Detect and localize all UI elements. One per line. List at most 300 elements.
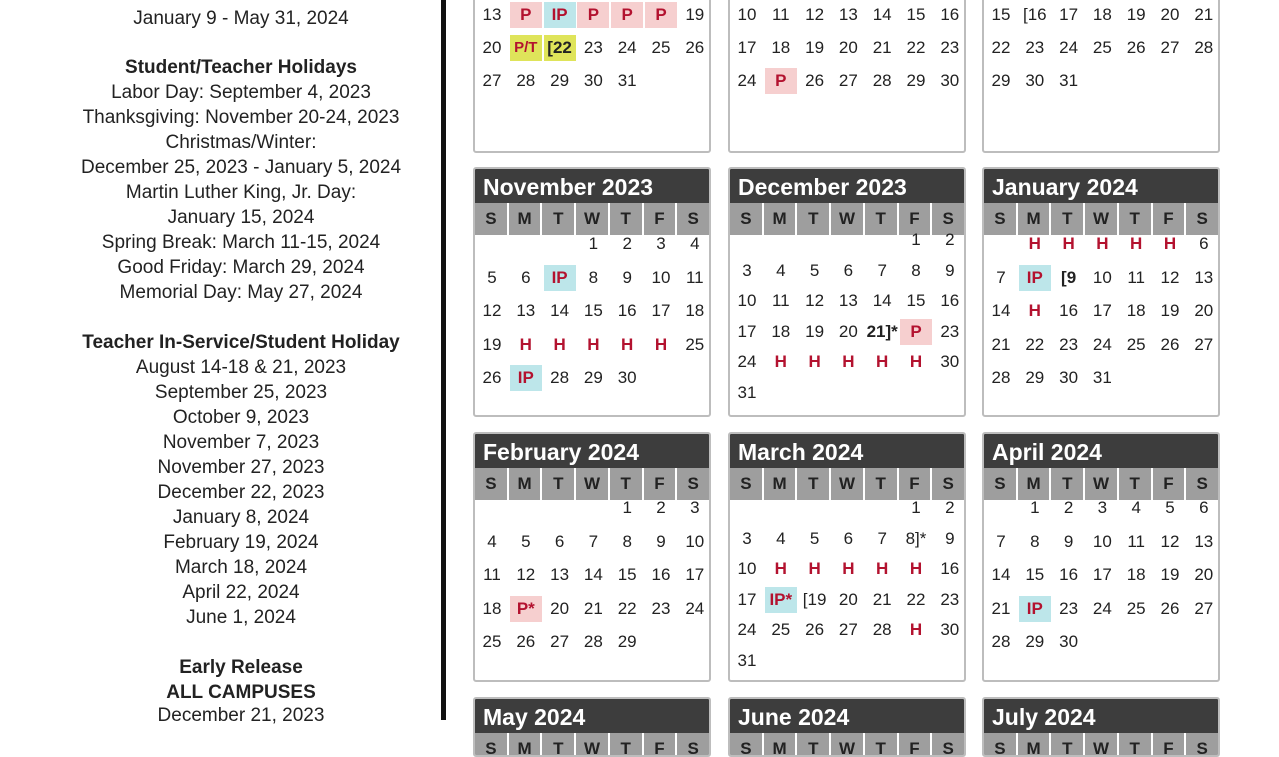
calendar-day: 13 <box>838 5 858 24</box>
calendar-day: 29 <box>1025 632 1045 651</box>
calendar-day: 19 <box>805 38 825 57</box>
weekday-header <box>984 733 1218 757</box>
calendar-day: 7 <box>996 267 1006 287</box>
calendar-day: 12 <box>1160 531 1180 551</box>
weekday-label: T <box>553 739 564 757</box>
calendar-day-marked: H <box>808 352 821 371</box>
calendar-day: 2 <box>622 234 632 253</box>
calendar-day: 17 <box>737 38 757 57</box>
calendar-day: 26 <box>1160 598 1180 618</box>
calendar-day: 16 <box>940 559 960 578</box>
calendar-day: 30 <box>1059 632 1079 651</box>
calendar-day: 26 <box>1126 38 1146 57</box>
weekday-label: M <box>1026 474 1041 493</box>
calendar-day: 6 <box>521 267 531 287</box>
calendar-day: 18 <box>1126 301 1146 320</box>
weekday-label: F <box>654 209 665 228</box>
calendar-day: 14 <box>991 301 1011 320</box>
calendar-day: 3 <box>1097 498 1108 517</box>
weekday-label: S <box>1196 739 1208 757</box>
calendar-day: 21 <box>1194 5 1214 24</box>
calendar-day: 28 <box>872 71 892 90</box>
calendar-day: 18 <box>482 598 502 618</box>
weekday-label: W <box>838 739 856 757</box>
legend-line: January 9 - May 31, 2024 <box>133 8 349 29</box>
calendar-day: 24 <box>1092 334 1112 354</box>
calendar-day-marked: [22 <box>544 35 576 61</box>
weekday-label: M <box>517 739 532 757</box>
calendar-day: 29 <box>550 71 570 90</box>
weekday-label: W <box>838 474 856 493</box>
month-calendar <box>728 0 966 153</box>
calendar-day: 9 <box>945 260 955 280</box>
calendar-day-marked: P <box>900 319 932 345</box>
weekday-header <box>475 733 709 757</box>
calendar-day: 14 <box>872 5 892 24</box>
weekday-label: W <box>838 209 856 228</box>
weekday-label: T <box>620 739 631 757</box>
month-title: July 2024 <box>984 699 1218 733</box>
calendar-day: 2 <box>1063 498 1074 517</box>
legend-line: December 22, 2023 <box>157 482 325 503</box>
calendar-day: 23 <box>940 321 960 341</box>
calendar-day: 6 <box>554 531 565 551</box>
calendar-day: 20 <box>1160 5 1180 24</box>
weekday-label: T <box>1129 739 1140 757</box>
weekday-label: S <box>485 739 497 757</box>
legend-line: August 14-18 & 21, 2023 <box>135 357 347 378</box>
legend-heading: Early Release <box>179 657 303 678</box>
calendar-day: 6 <box>1199 234 1209 253</box>
calendar-day: 26 <box>482 368 502 387</box>
calendar-day: 18 <box>1126 565 1146 584</box>
legend-line: Spring Break: March 11-15, 2024 <box>101 232 381 253</box>
weekday-label: T <box>875 739 886 757</box>
calendar-day: 30 <box>940 620 960 639</box>
calendar-day: 20 <box>482 38 502 57</box>
calendar-day: 30 <box>583 71 603 90</box>
month-calendar <box>473 432 711 682</box>
calendar-day: 16 <box>651 565 671 584</box>
calendar-day: 17 <box>737 321 757 341</box>
calendar-day: 11 <box>483 565 501 584</box>
calendar-day: 9 <box>945 528 955 548</box>
month-title: March 2024 <box>730 434 964 468</box>
calendar-day: 30 <box>1025 71 1045 90</box>
calendar-day-marked: H <box>842 559 855 578</box>
calendar-day: 4 <box>776 528 786 548</box>
legend-line: April 22, 2024 <box>182 582 300 603</box>
month-calendar <box>473 0 711 153</box>
calendar-day: 13 <box>1194 531 1214 551</box>
weekday-label: T <box>875 474 886 493</box>
calendar-day: 4 <box>487 531 497 551</box>
legend-line: November 7, 2023 <box>162 432 320 453</box>
calendar-day: 22 <box>906 38 926 57</box>
calendar-day: 8]* <box>905 528 927 548</box>
calendar-day-marked: H <box>876 352 889 371</box>
calendar-day: 22 <box>906 589 926 609</box>
weekday-label: M <box>1026 739 1041 757</box>
calendar-day-marked: H <box>909 352 923 371</box>
legend-line: November 27, 2023 <box>157 457 325 478</box>
weekday-label: F <box>1163 474 1174 493</box>
calendar-day: 24 <box>1092 598 1112 618</box>
calendar-day: 21 <box>583 598 603 618</box>
calendar-day: 28 <box>550 368 570 387</box>
calendar-day: 24 <box>737 71 757 90</box>
calendar-day: 27 <box>838 620 858 639</box>
calendar-day: 18 <box>771 38 791 57</box>
calendar-day-marked: H <box>1096 234 1109 253</box>
month-title: November 2023 <box>475 169 709 203</box>
calendar-day: 26 <box>805 71 825 90</box>
calendar-day: 28 <box>872 620 892 639</box>
weekday-label: M <box>772 739 787 757</box>
calendar-day: 18 <box>685 301 705 320</box>
weekday-label: F <box>1163 209 1174 228</box>
calendar-day: 8 <box>588 267 599 287</box>
calendar-day: 25 <box>1126 598 1146 618</box>
weekday-label: T <box>1062 474 1073 493</box>
calendar-day: 24 <box>737 352 757 371</box>
weekday-label: S <box>942 739 954 757</box>
calendar-day: 23 <box>940 38 960 57</box>
calendar-day-marked: IP* <box>765 587 797 613</box>
calendar-day: 12 <box>1160 267 1180 287</box>
weekday-label: T <box>808 474 819 493</box>
weekday-label: F <box>909 739 920 757</box>
weekday-label: W <box>583 739 601 757</box>
calendar-day: 24 <box>617 38 637 57</box>
legend-line: June 1, 2024 <box>186 607 296 628</box>
calendar-day: 22 <box>1025 334 1045 354</box>
weekday-label: M <box>517 474 532 493</box>
calendar-day: 3 <box>742 528 752 548</box>
calendar-day-marked: IP <box>544 265 576 291</box>
calendar-day: 27 <box>482 71 502 90</box>
month-calendar <box>473 167 711 417</box>
calendar-day-marked: IP <box>1019 265 1051 291</box>
weekday-label: T <box>620 474 631 493</box>
weekday-label: S <box>994 474 1006 493</box>
calendar-day: 15 <box>1025 565 1045 584</box>
calendar-day: 29 <box>906 71 926 90</box>
weekday-label: S <box>942 474 954 493</box>
calendar-day: 16 <box>1059 301 1079 320</box>
calendar-day: 28 <box>991 632 1011 651</box>
calendar-day: 17 <box>1092 565 1112 584</box>
calendar-day: 16 <box>940 291 960 310</box>
calendar-day-marked: H <box>519 334 532 354</box>
weekday-label: T <box>620 209 631 228</box>
calendar-day-marked: P <box>577 2 609 28</box>
calendar-day: 26 <box>1160 334 1180 354</box>
calendar-day-marked: H <box>876 559 889 578</box>
calendar-day: 10 <box>737 5 757 24</box>
calendar-day: 3 <box>656 234 666 253</box>
calendar-day: 15 <box>583 301 603 320</box>
calendar-day: 31 <box>1092 368 1112 387</box>
calendar-day: 7 <box>877 528 887 548</box>
calendar-day: 17 <box>1059 5 1079 24</box>
calendar-day-marked: H <box>808 559 821 578</box>
month-title: June 2024 <box>730 699 964 733</box>
weekday-label: T <box>875 209 886 228</box>
calendar-day: 20 <box>1194 301 1214 320</box>
calendar-day: 25 <box>1092 38 1112 57</box>
weekday-label: S <box>740 474 752 493</box>
calendar-day: 7 <box>877 260 887 280</box>
calendar-day: 27 <box>1194 334 1214 354</box>
calendar-day: 6 <box>1199 498 1209 517</box>
calendar-day: 20 <box>838 38 858 57</box>
calendar-day-marked: P* <box>510 596 542 622</box>
legend-line: February 19, 2024 <box>163 532 319 553</box>
weekday-label: T <box>808 209 819 228</box>
weekday-label: W <box>583 474 601 493</box>
calendar-day: 13 <box>550 565 570 584</box>
calendar-day: 29 <box>1025 368 1045 387</box>
calendar-day: 11 <box>1127 531 1146 551</box>
calendar-day: [19 <box>802 589 827 609</box>
calendar-day: 2 <box>656 498 666 517</box>
calendar-day: 27 <box>1160 38 1180 57</box>
calendar-day: 20 <box>550 598 570 618</box>
calendar-day: 7 <box>588 531 599 551</box>
calendar-day: 29 <box>617 632 637 651</box>
calendar-day: 28 <box>1194 38 1214 57</box>
month-calendar <box>982 432 1220 682</box>
weekday-label: S <box>485 209 497 228</box>
calendar-day-marked: H <box>909 559 923 578</box>
weekday-label: M <box>772 209 787 228</box>
calendar-day-marked: P <box>765 68 797 94</box>
calendar-day: 26 <box>805 620 825 639</box>
weekday-label: T <box>1062 739 1073 757</box>
calendar-day-marked: H <box>621 334 634 354</box>
calendar-day: 30 <box>940 71 960 90</box>
calendar-day: 17 <box>651 301 671 320</box>
legend-line: Labor Day: September 4, 2023 <box>111 82 371 103</box>
calendar-day: 11 <box>771 291 790 310</box>
weekday-label: S <box>687 474 699 493</box>
calendar-day: 9 <box>656 531 666 551</box>
calendar-day-marked: P/T <box>510 35 542 61</box>
legend-column <box>0 0 442 726</box>
legend-line: Memorial Day: May 27, 2024 <box>119 282 363 303</box>
calendar-day: 10 <box>1092 267 1112 287</box>
weekday-label: T <box>1062 209 1073 228</box>
legend-line: January 15, 2024 <box>167 207 315 228</box>
calendar-day: 1 <box>622 498 632 517</box>
calendar-day: 14 <box>550 301 570 320</box>
calendar-day-marked: IP <box>1019 596 1051 622</box>
weekday-label: S <box>687 739 699 757</box>
calendar-day: 10 <box>1092 531 1112 551</box>
calendar-day: 24 <box>737 620 757 639</box>
weekday-label: W <box>1092 739 1110 757</box>
calendar-day: 20 <box>838 321 858 341</box>
month-calendar <box>728 697 966 757</box>
calendar-day: 10 <box>685 531 705 551</box>
month-title: February 2024 <box>475 434 709 468</box>
calendar-day: 27 <box>550 632 570 651</box>
legend-heading: ALL CAMPUSES <box>166 682 316 703</box>
weekday-label: M <box>517 209 532 228</box>
weekday-label: W <box>583 209 601 228</box>
calendar-day-marked: H <box>774 559 787 578</box>
calendar-day: 23 <box>651 598 671 618</box>
calendar-day: 19 <box>1126 5 1146 24</box>
calendar-day-marked: H <box>1028 301 1041 320</box>
calendar-day-marked: H <box>587 334 600 354</box>
calendar-day: 19 <box>482 334 502 354</box>
calendar-day: 21 <box>872 38 892 57</box>
calendar-day: 12 <box>805 5 825 24</box>
month-title: May 2024 <box>475 699 709 733</box>
calendar-day-marked: H <box>553 334 566 354</box>
calendar-day: 1 <box>911 498 921 517</box>
weekday-label: F <box>1163 739 1174 757</box>
calendar-day-marked: H <box>909 620 923 639</box>
calendar-day: 9 <box>1063 531 1074 551</box>
calendar-day: 1 <box>588 234 599 253</box>
month-calendar <box>982 697 1220 757</box>
weekday-label: W <box>1092 474 1110 493</box>
calendar-day: 23 <box>583 38 603 57</box>
legend-heading: Student/Teacher Holidays <box>125 57 357 78</box>
calendar-day: 7 <box>996 531 1006 551</box>
weekday-label: F <box>909 209 920 228</box>
month-calendar <box>728 167 966 417</box>
calendar-day: 11 <box>1127 267 1146 287</box>
calendar-day: 4 <box>776 260 786 280</box>
legend-line: Christmas/Winter: <box>165 132 317 153</box>
month-title: April 2024 <box>984 434 1218 468</box>
calendar-day: 25 <box>482 632 502 651</box>
weekday-label: F <box>909 474 920 493</box>
legend-line: Thanksgiving: November 20-24, 2023 <box>82 107 400 128</box>
month-title: December 2023 <box>730 169 964 203</box>
column-divider <box>441 0 446 720</box>
calendar-day: 30 <box>617 368 637 387</box>
calendar-day-marked: H <box>1163 234 1177 253</box>
calendar-day: 17 <box>685 565 705 584</box>
calendar-day: 29 <box>991 71 1011 90</box>
calendar-day: 5 <box>809 528 820 548</box>
calendar-day: 31 <box>737 650 757 670</box>
calendar-day: 26 <box>685 38 705 57</box>
calendar-day: 27 <box>838 71 858 90</box>
weekday-label: F <box>654 739 665 757</box>
calendar-day: 30 <box>940 352 960 371</box>
legend-line: Good Friday: March 29, 2024 <box>117 257 365 278</box>
calendar-day: 18 <box>771 321 791 341</box>
weekday-label: S <box>1196 209 1208 228</box>
calendar-day: 10 <box>737 559 757 578</box>
calendar-day: 29 <box>583 368 603 387</box>
calendar-day: 23 <box>1059 598 1079 618</box>
weekday-label: S <box>740 739 752 757</box>
month-calendar <box>473 697 711 757</box>
weekday-label: M <box>772 474 787 493</box>
month-calendar <box>982 167 1220 417</box>
calendar-day: 28 <box>991 368 1011 387</box>
legend-line: January 8, 2024 <box>172 507 310 528</box>
calendar-day: 17 <box>737 589 757 609</box>
calendar-day: 23 <box>940 589 960 609</box>
calendar-day: 31 <box>737 382 757 402</box>
calendar-day: 5 <box>521 531 531 551</box>
calendar-day: 16 <box>940 5 960 24</box>
calendar-day: 1 <box>911 230 921 249</box>
weekday-label: S <box>485 474 497 493</box>
calendar-day: 8 <box>911 260 921 280</box>
calendar-day: 4 <box>690 234 700 253</box>
calendar-day-marked: IP <box>544 2 576 28</box>
calendar-day: 5 <box>1165 498 1175 517</box>
calendar-day: 24 <box>1059 38 1079 57</box>
calendar-day: 24 <box>685 598 705 618</box>
calendar-day: 5 <box>809 260 820 280</box>
calendar-day: 15 <box>906 291 926 310</box>
legend-line: December 25, 2023 - January 5, 2024 <box>80 157 402 178</box>
calendar-day-marked: P <box>510 2 542 28</box>
calendar-day-marked: H <box>1130 234 1143 253</box>
calendar-day: 6 <box>843 260 854 280</box>
calendar-day: 14 <box>991 565 1011 584</box>
calendar-day: 11 <box>685 267 704 287</box>
weekday-label: W <box>1092 209 1110 228</box>
calendar-day: 19 <box>1160 565 1180 584</box>
calendar-day: 8 <box>1030 531 1040 551</box>
weekday-label: S <box>687 209 699 228</box>
calendar-day: 26 <box>516 632 536 651</box>
calendar-day: 6 <box>843 528 854 548</box>
calendar-day: 18 <box>1092 5 1112 24</box>
weekday-label: T <box>553 209 564 228</box>
calendar-day: 30 <box>1059 368 1079 387</box>
calendar-day: 28 <box>516 71 536 90</box>
calendar-day-marked: H <box>1062 234 1075 253</box>
calendar-day: 19 <box>685 5 705 24</box>
calendar-day: 15 <box>991 5 1011 24</box>
calendar-day: 25 <box>651 38 671 57</box>
legend-line: December 21, 2023 <box>157 705 325 726</box>
calendar-day: 25 <box>685 334 705 354</box>
weekday-header <box>730 733 964 757</box>
weekday-label: T <box>1129 474 1140 493</box>
calendar-day: 28 <box>583 632 603 651</box>
calendar-day: 23 <box>1025 38 1045 57</box>
calendar-day: [16 <box>1022 5 1047 24</box>
calendar-day-marked: H <box>774 352 787 371</box>
calendar-day-marked: 21]* <box>866 321 898 341</box>
weekday-label: T <box>553 474 564 493</box>
calendar-day: 20 <box>838 589 858 609</box>
calendar-day: 1 <box>1030 498 1040 517</box>
calendar-day: 12 <box>516 565 536 584</box>
calendar-day: 21 <box>991 334 1011 354</box>
calendar-day: 22 <box>991 38 1011 57</box>
calendar-day: 20 <box>1194 565 1214 584</box>
calendar-day: 11 <box>771 5 790 24</box>
calendar-day: 12 <box>805 291 825 310</box>
calendar-day: 5 <box>487 267 497 287</box>
calendar-day-marked: H <box>1028 234 1041 253</box>
calendar-day: 9 <box>622 267 632 287</box>
